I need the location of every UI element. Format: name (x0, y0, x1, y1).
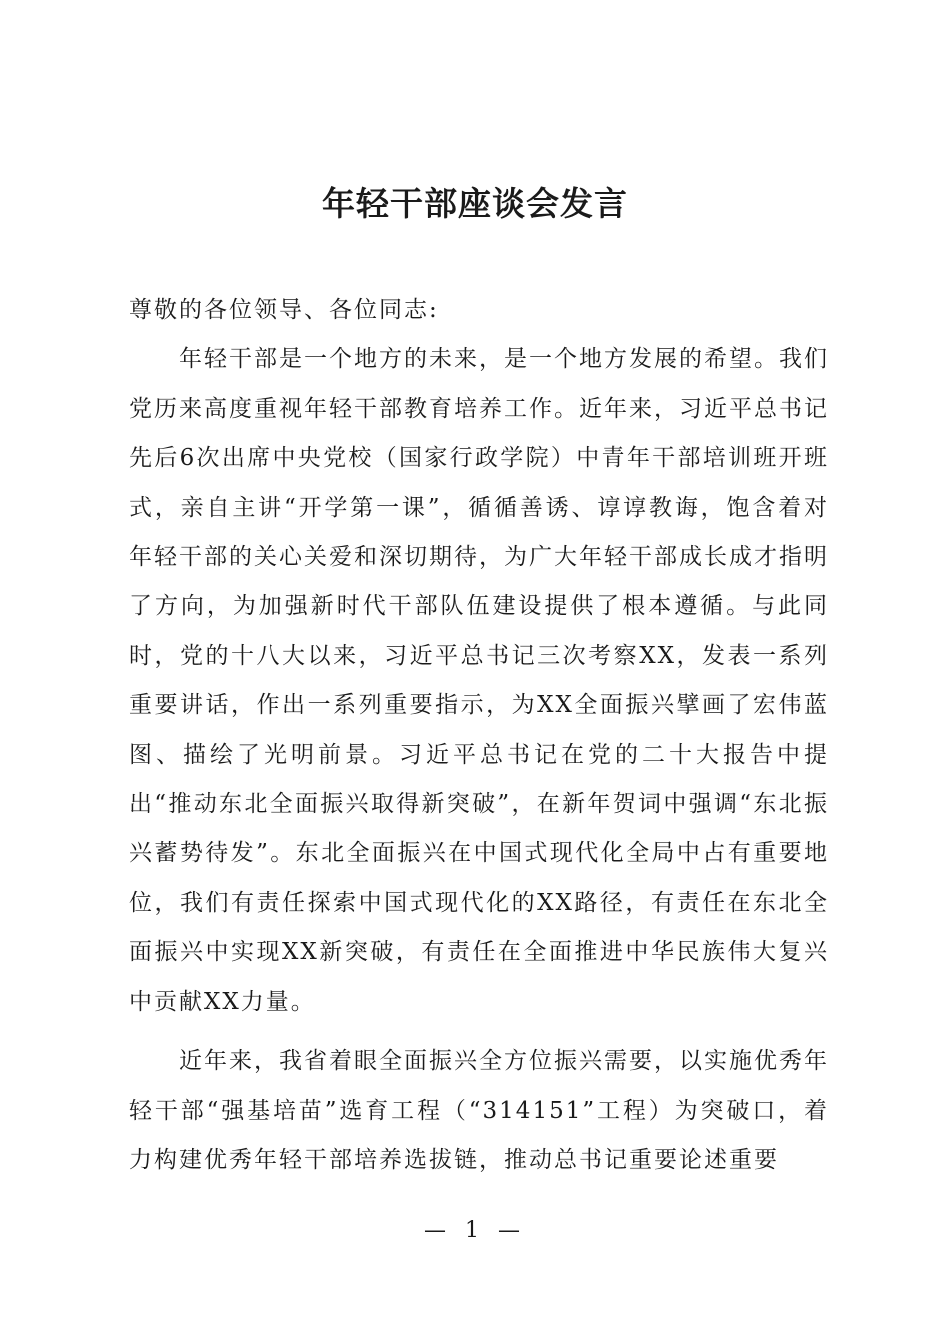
paragraph-1: 年轻干部是一个地方的未来，是一个地方发展的希望。我们党历来高度重视年轻干部教育培养工作。近年来，习近平总书记先后6次出席中央党校（国家行政学院）中青年干部培训班开班式，亲自主讲“开学第一课”，循循善诱、谆谆教诲，饱含着对年轻干部的关心关爱和深切期待，为广大年轻干部成长成才指明了方向，为加强新时代干部队伍建设提供了根本遵循。与此同时，党的十八大以来，习近平总书记三次考察XX，发表一系列重要讲话，作出一系列重要指示，为XX全面振兴擘画了宏伟蓝图、描绘了光明前景。习近平总书记在党的二十大报告中提出“推动东北全面振兴取得新突破”，在新年贺词中强调“东北振兴蓄势待发”。东北全面振兴在中国式现代化全局中占有重要地位，我们有责任探索中国式现代化的XX路径，有责任在东北全面振兴中实现XX新突破，有责任在全面推进中华民族伟大复兴中贡献XX力量。 (129, 346, 829, 1015)
document-body (129, 286, 829, 1185)
page-number: — 1 — (424, 1218, 526, 1243)
salutation: 尊敬的各位领导、各位同志: (129, 297, 439, 323)
page-title: 年轻干部座谈会发言 (322, 184, 628, 223)
paragraph-2: 近年来，我省着眼全面振兴全方位振兴需要，以实施优秀年轻干部“强基培苗”选育工程（“314151”工程）为突破口，着力构建优秀年轻干部培养选拔链，推动总书记重要论述重要 (129, 1048, 829, 1173)
